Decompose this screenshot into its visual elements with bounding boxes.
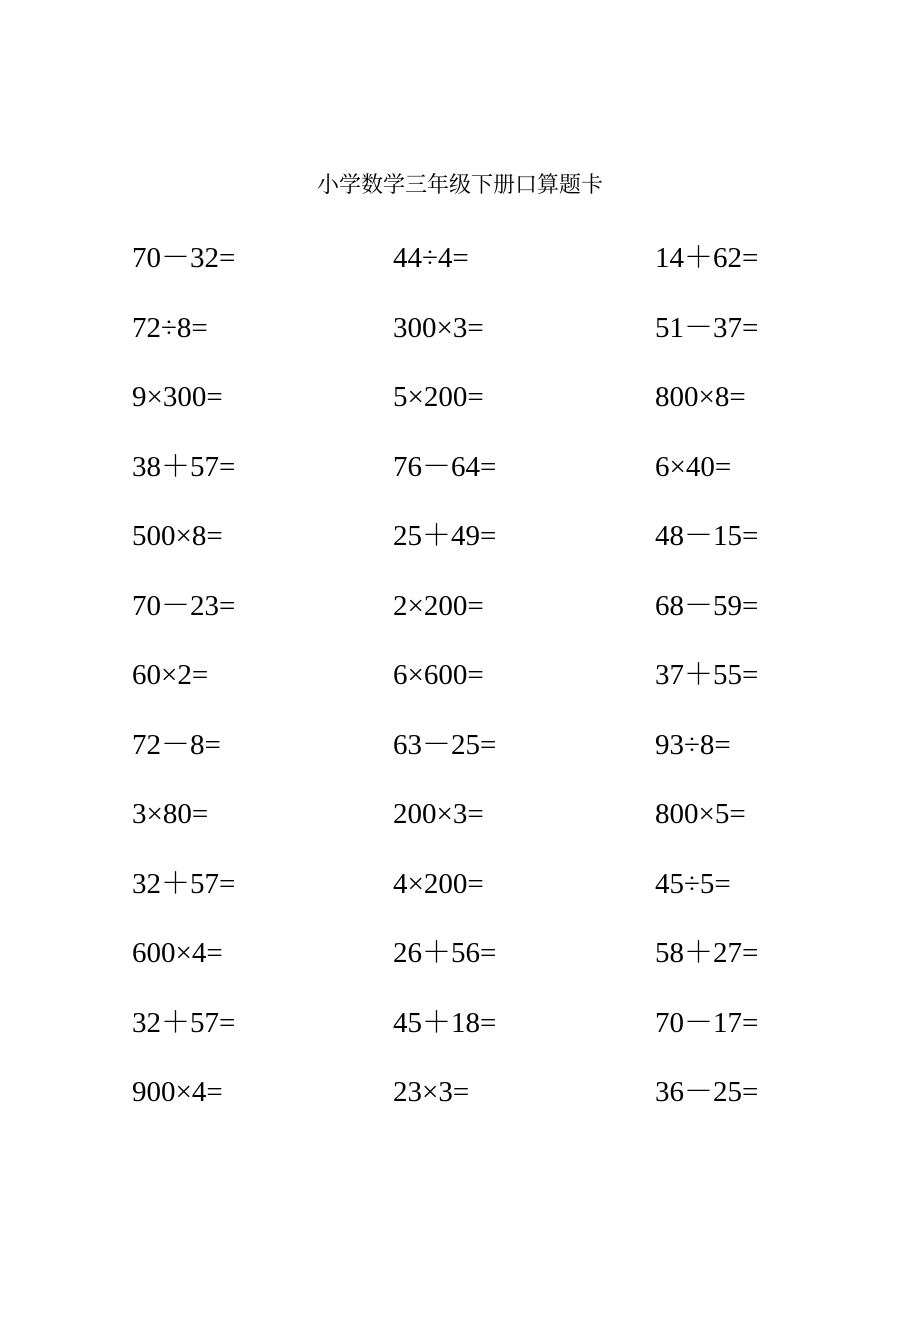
- problem-item: 76－64=: [393, 450, 497, 483]
- problem-item: 70－23=: [132, 589, 236, 622]
- problem-item: 58＋27=: [655, 937, 759, 969]
- problem-item: 70－17=: [655, 1006, 759, 1039]
- problem-item: 63－25=: [393, 728, 497, 761]
- problem-row: [132, 725, 832, 795]
- problem-item: 500×8=: [132, 520, 223, 552]
- problem-item: 93÷8=: [655, 728, 731, 761]
- problem-item: 9×300=: [132, 381, 223, 413]
- problem-item: 6×40=: [655, 450, 732, 483]
- problem-item: 32＋57=: [132, 867, 236, 900]
- problem-item: 37＋55=: [655, 659, 759, 691]
- problem-item: 4×200=: [393, 867, 484, 900]
- problem-row: [132, 516, 832, 586]
- problem-row: [132, 308, 832, 378]
- problem-row: [132, 655, 832, 725]
- problem-item: 72－8=: [132, 728, 221, 761]
- problem-row: [132, 1072, 832, 1142]
- problem-item: 23×3=: [393, 1076, 470, 1108]
- problem-item: 72÷8=: [132, 311, 208, 344]
- problem-item: 800×8=: [655, 381, 746, 413]
- problem-item: 44÷4=: [393, 242, 469, 274]
- problem-grid: [132, 238, 832, 1142]
- problem-row: [132, 794, 832, 864]
- problem-item: 200×3=: [393, 798, 484, 830]
- problem-item: 25＋49=: [393, 520, 497, 552]
- problem-row: [132, 933, 832, 1003]
- problem-item: 48－15=: [655, 520, 759, 552]
- problem-item: 45÷5=: [655, 867, 731, 900]
- problem-row: [132, 586, 832, 656]
- problem-item: 5×200=: [393, 381, 484, 413]
- problem-row: [132, 238, 832, 308]
- problem-item: 3×80=: [132, 798, 209, 830]
- problem-item: 6×600=: [393, 659, 484, 691]
- problem-item: 14＋62=: [655, 242, 759, 274]
- problem-item: 68－59=: [655, 589, 759, 622]
- problem-row: [132, 447, 832, 517]
- problem-item: 36－25=: [655, 1076, 759, 1108]
- problem-row: [132, 1003, 832, 1073]
- problem-item: 70－32=: [132, 242, 236, 274]
- problem-item: 800×5=: [655, 798, 746, 830]
- problem-item: 38＋57=: [132, 450, 236, 483]
- problem-row: [132, 864, 832, 934]
- problem-row: [132, 377, 832, 447]
- page-title: 小学数学三年级下册口算题卡: [316, 173, 603, 198]
- problem-item: 2×200=: [393, 589, 484, 622]
- problem-item: 900×4=: [132, 1076, 223, 1108]
- problem-item: 600×4=: [132, 937, 223, 969]
- problem-item: 32＋57=: [132, 1006, 236, 1039]
- problem-item: 51－37=: [655, 311, 759, 344]
- problem-item: 26＋56=: [393, 937, 497, 969]
- problem-item: 60×2=: [132, 659, 209, 691]
- problem-item: 300×3=: [393, 311, 484, 344]
- problem-item: 45＋18=: [393, 1006, 497, 1039]
